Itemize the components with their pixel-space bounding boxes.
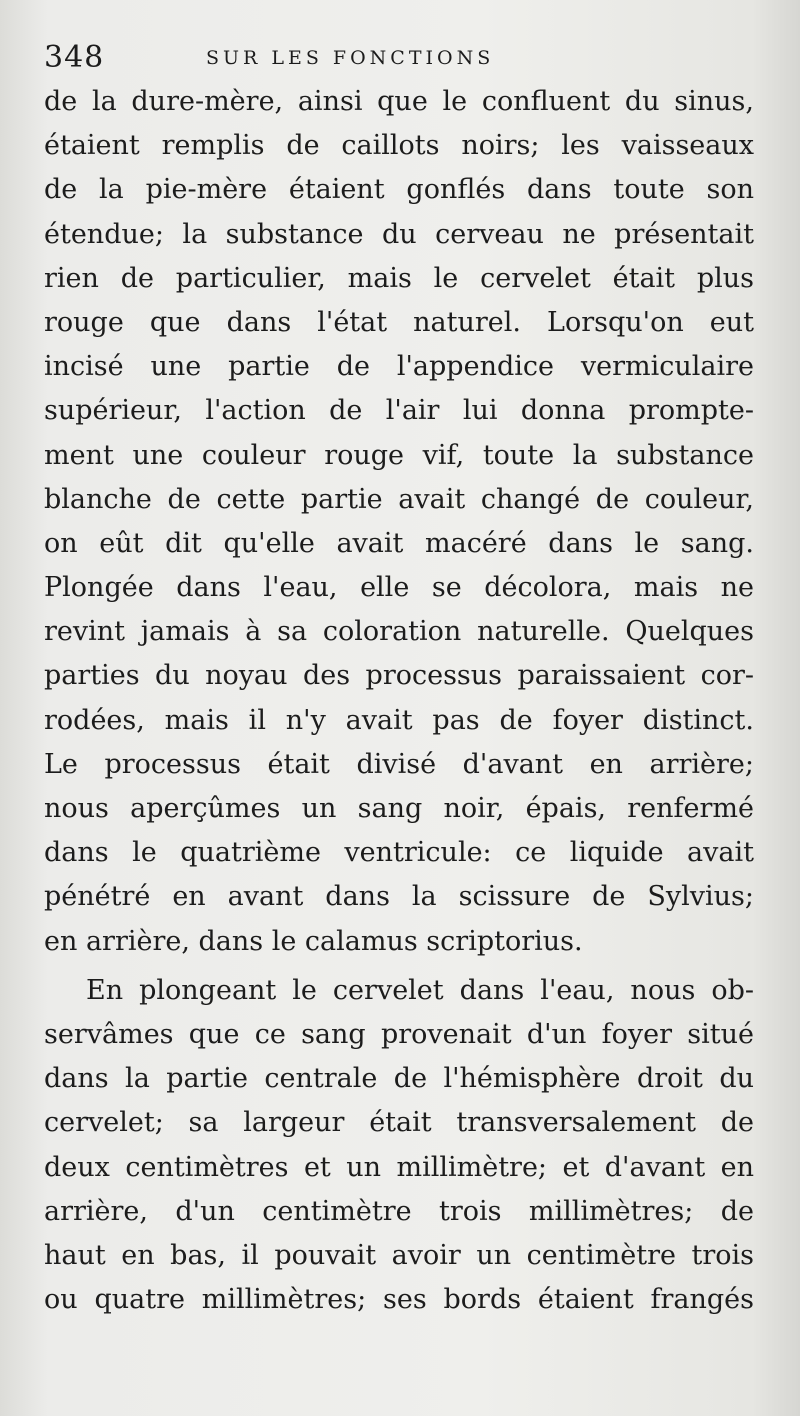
text-line: pénétré en avant dans la scissure de Sylvius; (44, 881, 754, 913)
text-line: rodées, mais il n'y avait pas de foyer distinct. (44, 704, 754, 736)
text-line: supérieur, l'action de l'air lui donna prompte- (44, 395, 754, 427)
text-line: étendue; la substance du cerveau ne présentait (44, 218, 754, 250)
text-line: Plongée dans l'eau, elle se décolora, mais ne (44, 572, 754, 604)
text-line: revint jamais à sa coloration naturelle. Quelques (44, 616, 754, 648)
text-line: Le processus était divisé d'avant en arrière; (44, 748, 754, 780)
text-line: de la pie-mère étaient gonflés dans toute son (44, 174, 754, 206)
running-head: SUR LES FONCTIONS (206, 47, 495, 69)
text-line: parties du noyau des processus paraissaient cor- (44, 660, 754, 692)
text-line: dans le quatrième ventricule: ce liquide avait (44, 837, 754, 869)
text-line: En plongeant le cervelet dans l'eau, nous ob- (86, 974, 754, 1006)
text-line: cervelet; sa largeur était transversalement de (44, 1107, 754, 1139)
text-line: ou quatre millimètres; ses bords étaient frangés (44, 1284, 754, 1316)
text-line: de la dure-mère, ainsi que le confluent du sinus, (44, 86, 754, 117)
text-line: deux centimètres et un millimètre; et d'avant en (44, 1151, 754, 1183)
text-line: rien de particulier, mais le cervelet était plus (44, 262, 754, 294)
text-line: nous aperçûmes un sang noir, épais, renfermé (44, 793, 754, 824)
text-line: servâmes que ce sang provenait d'un foyer situé (44, 1018, 754, 1050)
page-number: 348 (44, 40, 105, 75)
body-text (44, 80, 754, 1322)
text-line: haut en bas, il pouvait avoir un centimètre trois (44, 1239, 754, 1271)
text-line: dans la partie centrale de l'hémisphère droit du (44, 1063, 754, 1095)
page-header (44, 38, 756, 78)
text-line: rouge que dans l'état naturel. Lorsqu'on eut (44, 306, 754, 338)
text-line: blanche de cette partie avait changé de couleur, (44, 483, 754, 515)
text-line: étaient remplis de caillots noirs; les vaisseaux (44, 130, 754, 162)
text-line: on eût dit qu'elle avait macéré dans le sang. (44, 527, 754, 559)
text-line: en arrière, dans le calamus scriptorius. (44, 925, 583, 957)
paragraph (44, 969, 754, 1323)
text-line: ment une couleur rouge vif, toute la substance (44, 439, 754, 471)
text-line: incisé une partie de l'appendice vermiculaire (44, 351, 754, 383)
text-line: arrière, d'un centimètre trois millimètres; de (44, 1195, 754, 1227)
paragraph (44, 80, 754, 964)
